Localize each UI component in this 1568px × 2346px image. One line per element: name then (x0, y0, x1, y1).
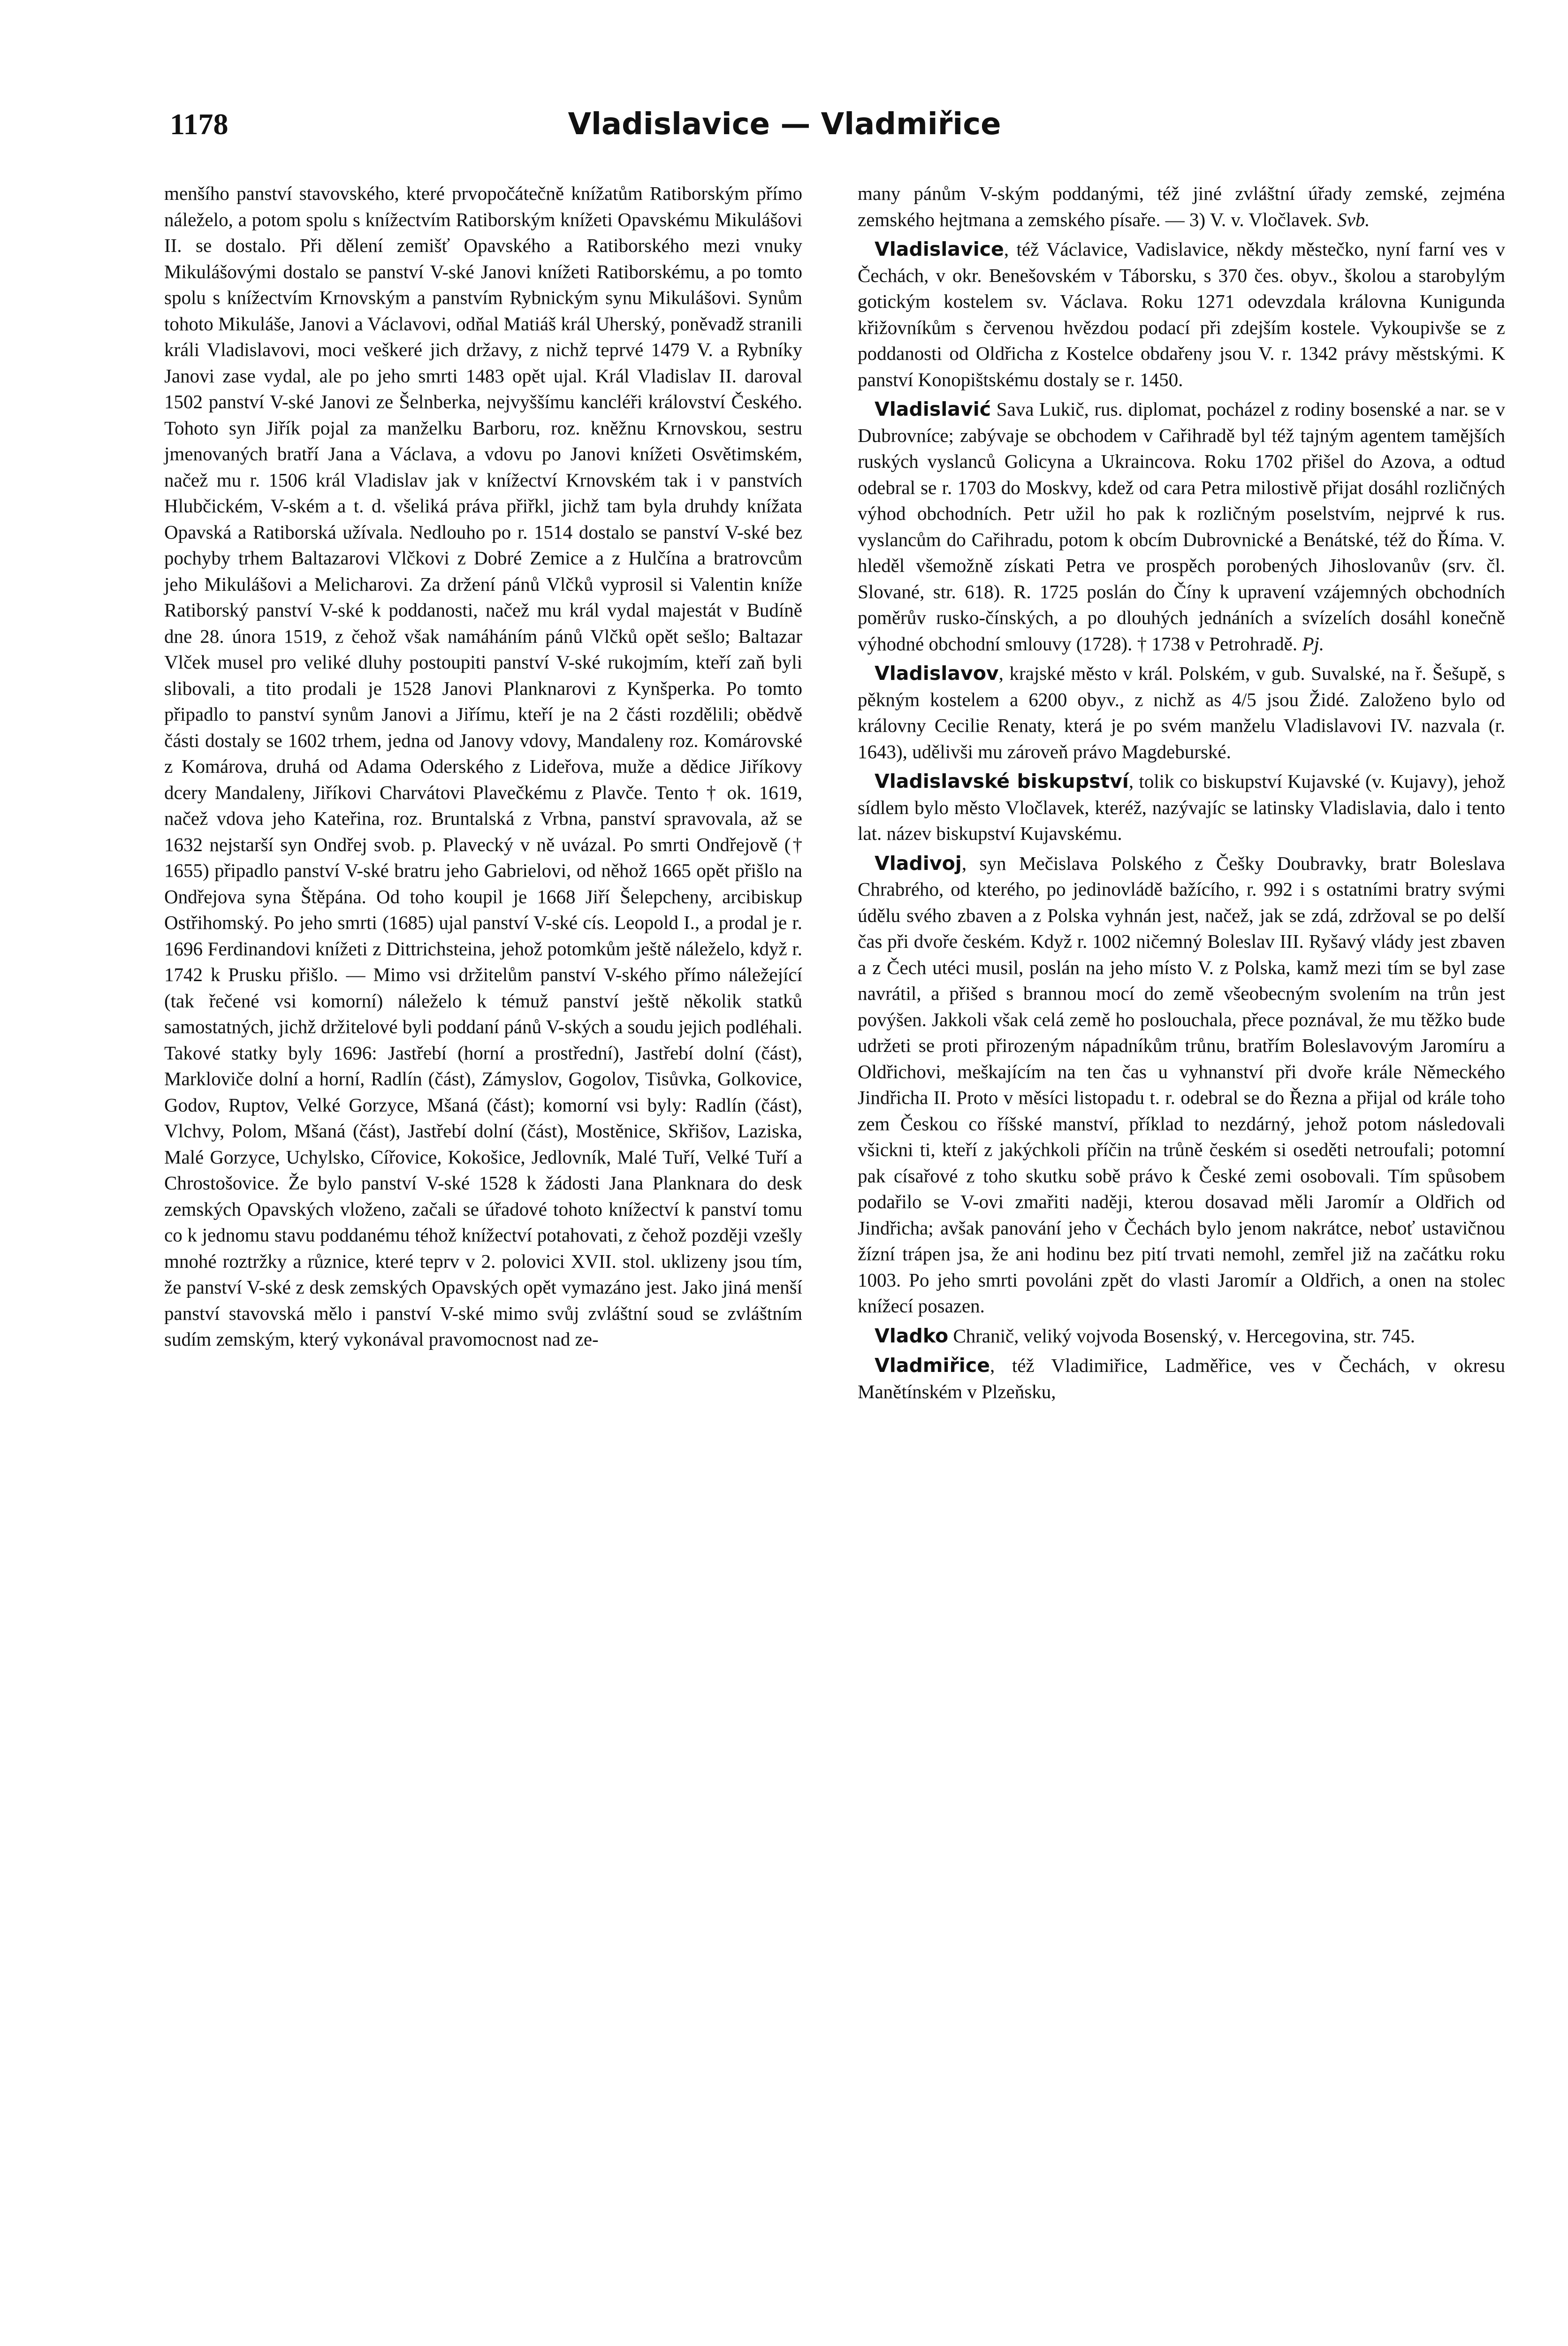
running-title: Vladislavice — Vladmiřice (568, 107, 1001, 142)
entry-vladko (858, 1323, 1505, 1349)
entry-text: Sava Lukič, rus. diplomat, pocházel z rodiny bosenské a nar. se v Dubrovníce; zabývaje se obchodem v Cařihradě byl též tajným agentem tamějších ruských vyslanců Golicyna a Ukraincova. Roku 1702 přišel do Azova, a odtud odebral se r. 1703 do Moskvy, kdež od cara Petra milostivě přijat dosáhl rozličných výhod obchodních. Petr užil ho pak k rozličným poselstvím, nejprvé k rus. vyslancům do Cařihradu, potom k obcím Dubrovnické a Benátské, též do Říma. V. hleděl všemožně získati Petra ve prospěch porobených Jihoslovanův (srv. čl. Slované, str. 618). R. 1725 poslán do Číny k upravení vzájemných obchodních poměrův rusko-čínských, a po dlouhých jednáních a svízelích dosáhl konečně výhodné obchodní smlouvy (1728). † 1738 v Petrohradě. (858, 398, 1505, 655)
entry-headword: Vladislavské biskupství (875, 770, 1129, 792)
entry-headword: Vladislavić (875, 398, 991, 420)
continuation-paragraph (858, 181, 1505, 233)
entry-headword: Vladivoj (875, 852, 962, 875)
left-column-text: menšího panství stavovského, které prvopočátečně knížatům Ratiborským přímo náleželo, a potom spolu s knížectvím Ratiborským knížeti Opavskému Mikulášovi II. se dostalo. Při dělení zemišť Opavského a Ratiborského mezi vnuky Mikulášovými dostalo se panství V-ské Janovi knížeti Ratiborskému, a po tomto spolu s knížectvím Krnovským a panstvím Rybnickým synu Mikulášovi. Synům tohoto Mikuláše, Janovi a Václavovi, odňal Matiáš král Uherský, poněvadž stranili králi Vladislavovi, moci veškeré jich državy, z nichž teprvé 1479 V. a Rybníky Janovi zase vydal, ale po jeho smrti 1483 opět ujal. Král Vladislav II. daroval 1502 panství V-ské Janovi ze Šelnberka, nejvyššímu kancléři království Českého. Tohoto syn Jiřík pojal za manželku Barboru, roz. kněžnu Krnovskou, sestru jmenovaných bratří Jana a Václava, a vdovu po Janovi knížeti Osvětimském, načež mu r. 1506 král Vladislav jak v knížectví Krnovském tak i v panstvích Hlubčickém, V-ském a t. d. všeliká práva přiřkl, jichž tam byla druhdy knížata Opavská a Ratiborská užívala. Nedlouho po r. 1514 dostalo se panství V-ské bez pochyby trhem Baltazarovi Vlčkovi z Dobré Zemice a z Hulčína a bratrovcům jeho Mikulášovi a Melicharovi. Za držení pánů Vlčků vyprosil si Valentin kníže Ratiborský panství V-ské k poddanosti, načež mu král vydal majestát v Budíně dne 28. února 1519, z čehož však namáháním pánů Vlčků opět sešlo; Baltazar Vlček musel pro veliké dluhy postoupiti panství V-ské rukojmím, kteří zaň byli slibovali, a tito prodali je 1528 Janovi Planknarovi z Kynšperka. Po tomto připadlo to panství synům Janovi a Jiřímu, kteří je na 2 části rozdělili; obědvě části dostaly se 1602 trhem, jedna od Janovy vdovy, Mandaleny roz. Komárovské z Komárova, druhá od Adama Oderského z Lideřova, muže a dědice Jiříkovy dcery Mandaleny, Jiříkovi Charvátovi Plavečkému z Plavče. Tento † ok. 1619, načež vdova jeho Kateřina, roz. Bruntalská z Vrbna, panství spravovala, až se 1632 nejstarší syn Ondřej svob. p. Plavecký v ně uvázal. Po smrti Ondřejově († 1655) připadlo panství V-ské bratru jeho Gabrielovi, od něhož 1665 opět přišlo na Ondřejova syna Štěpána. Od toho koupil je 1668 Jiří Šelepcheny, arcibiskup Ostřihomský. Po jeho smrti (1685) ujal panství V-ské cís. Leopold I., a prodal je r. 1696 Ferdinandovi knížeti z Dittrichsteina, jehož potomkům ještě náleželo, když r. 1742 k Prusku přišlo. — Mimo vsi držitelům panství V-ského přímo náležející (tak řečené vsi komorní) náleželo k témuž panství ještě několik statků samostatných, jichž držitelové byli poddaní pánů V-ských a soudu jejich podléhali. Takové statky byly 1696: Jastřebí (horní a prostřední), Jastřebí dolní (část), Markloviče dolní a horní, Radlín (část), Zámyslov, Gogolov, Tisůvka, Golkovice, Godov, Ruptov, Velké Gorzyce, Mšaná (část); komorní vsi byly: Radlín (část), Vlchvy, Polom, Mšaná (část), Jastřebí dolní (část), Mostěnice, Skřišov, Laziska, Malé Gorzyce, Uchylsko, Cířovice, Kokošice, Jedlovník, Malé Tuří, Velké Tuří a Chrostošovice. Že bylo panství V-ské 1528 k žádosti Jana Planknara do desk zemských Opavských vloženo, začali se úřadové tohoto knížectví k panství tomu co k jednomu stavu poddanému téhož knížectví potahovati, z čehož později vzešly mnohé roztržky a různice, které teprv v 2. polovici XVII. stol. uklizeny jsou tím, že panství V-ské z desk zemských Opavských opět vymazáno jest. Jako jiná menší panství stavovská mělo i panství V-ské mimo svůj zvláštní soud se zvláštním sudím zemským, který vykonával pravomocnost nad ze- (164, 183, 802, 1350)
page-number: 1178 (170, 107, 228, 141)
entry-headword: Vladmiřice (875, 1354, 990, 1377)
right-column (858, 181, 1505, 1409)
entry-vladislavov (858, 661, 1505, 765)
entry-headword: Vladislavov (875, 662, 999, 685)
page-header (170, 107, 1399, 159)
entry-text: , krajské město v král. Polském, v gub. Suvalské, na ř. Šešupě, s pěkným kostelem a 6200 obyv., z nichž as 4/5 jsou Židé. Založeno bylo od královny Cecilie Renaty, která je po svém manželu Vladislavovi IV. nazvala (r. 1643), udělivši mu zároveň právo Magdeburské. (858, 663, 1505, 762)
entry-headword: Vladislavice (875, 238, 1004, 260)
entry-author: Pj. (1302, 632, 1324, 655)
entry-text: , též Vladimiřice, Ladměřice, ves v Čechách, v okresu Manětínském v Plzeňsku, (858, 1355, 1505, 1402)
entry-vladislavic (858, 396, 1505, 657)
entry-text: , tolik co biskupství Kujavské (v. Kujavy), jehož sídlem bylo město Vločlavek, kteréž, nazývajíc se latinsky Vladislavia, dalo i tento lat. název biskupství Kujavskému. (858, 770, 1506, 844)
continuation-text: many pánům V-ským poddanými, též jiné zvláštní úřady zemské, zejména zemského hejtmana a zemského písaře. — 3) V. v. Vločlavek. (858, 183, 1505, 230)
entry-text: , též Václavice, Vadislavice, někdy městečko, nyní farní ves v Čechách, v okr. Benešovském v Táborsku, s 370 čes. obyv., školou a starobylým gotickým kostelem sv. Václava. Roku 1271 odevzdala královna Kunigunda křižovníkům s červenou hvězdou podací při zdejším kostele. Vykoupivše se z poddanosti od Oldřicha z Kostelce obdařeny jsou V. r. 1342 právy městskými. K panství Konopištskému dostaly se r. 1450. (858, 238, 1505, 390)
continuation-author: Svb. (1337, 208, 1370, 230)
entry-headword: Vladko (875, 1324, 949, 1347)
entry-vladislavice (858, 236, 1505, 393)
entry-vladislavske-biskupstvi (858, 769, 1505, 847)
entry-vladivoj (858, 851, 1505, 1319)
entry-text: , syn Mečislava Polského z Češky Doubravky, bratr Boleslava Chrabrého, od kterého, po jedinovládě bažícího, r. 992 i s ostatními bratry svými údělu svého zbaven a z Polska vyhnán jest, načež, jak se zdá, zdržoval se po delší čas při dvoře českém. Když r. 1002 ničemný Boleslav III. Ryšavý vlády jest zbaven a z Čech utéci musil, poslán na jeho místo V. z Polska, kamž mezi tím se byl zase navrátil, a přišed s brannou mocí do země všeobecným svolením na trůn jest povýšen. Jakkoli však celá země ho poslouchala, přece poznával, že mu těžko bude udržeti se proti přirozeným nápadníkům trůnu, bratřím Boleslavovým Jaromíru a Oldřichovi, meškajícím na ten čas u vyhnanství při dvoře krále Německého Jindřicha II. Proto v měsíci listopadu t. r. odebral se do Řezna a přijal od krále toho zem Českou co říšské manství, příklad to nezdárný, jehož potom následovali všickni ti, kteří z jakýchkoli příčin na trůně českém si oseděti netroufali; potomní pak císařové z toho skutku sobě právo k České zemi osobovali. Tím spůsobem podařilo se V-ovi zmařiti naději, kterou dosavad měli Jaromír a Oldřich od Jindřicha; avšak panování jeho v Čechách bylo jenom nakrátce, neboť ustavičnou žízní trápen jsa, že ani hodinu bez pití trvati nemohl, zemřel již na začátku roku 1003. Po jeho smrti povoláni zpět do vlasti Jaromír a Oldřich, a onen na stolec knížecí posazen. (858, 852, 1505, 1317)
left-column (164, 181, 802, 1356)
entry-vladmirice (858, 1353, 1505, 1405)
entry-text: Chranič, veliký vojvoda Bosenský, v. Hercegovina, str. 745. (948, 1325, 1415, 1347)
